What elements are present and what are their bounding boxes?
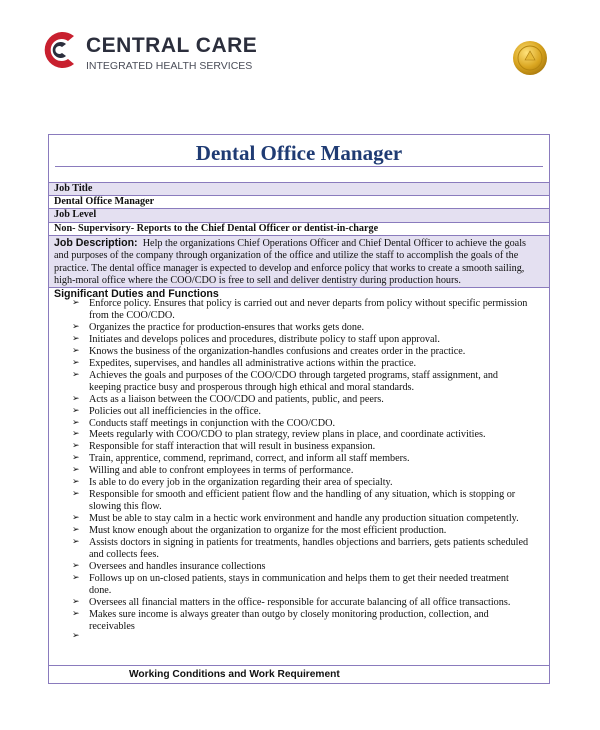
arrow-bullet-icon: ➢: [72, 405, 80, 416]
brand-tagline: INTEGRATED HEALTH SERVICES: [86, 60, 253, 72]
arrow-bullet-icon: ➢: [72, 596, 80, 607]
list-item: ➢ Knows the business of the organization-handles confusions and creates order in the practice.: [72, 345, 466, 357]
description-line: practice. The dental office manager is expected to develop and enforce policy that works to create a smooth sailing,: [54, 262, 525, 274]
description-label: Job Description:: [54, 237, 138, 249]
brand-name: CENTRAL CARE: [86, 34, 258, 57]
list-item: ➢ Must know enough about the organization to organize for the most efficient production.: [72, 525, 447, 537]
arrow-bullet-icon: ➢: [72, 489, 80, 500]
job-description-form: [48, 134, 550, 684]
list-item: ➢ Organizes the practice for production-ensures that works gets done.: [72, 321, 365, 333]
list-item-continuation: keeping practice busy and prosperous through high ethical and moral standards.: [89, 381, 415, 393]
arrow-bullet-icon: ➢: [72, 572, 80, 583]
job-title-value: Dental Office Manager: [49, 195, 549, 208]
arrow-bullet-icon: ➢: [72, 298, 80, 308]
list-item-continuation: from the COO/CDO.: [89, 309, 175, 321]
footer-band: [49, 666, 549, 683]
arrow-bullet-icon: ➢: [72, 369, 80, 380]
arrow-bullet-icon: ➢: [72, 560, 80, 571]
document-title: Dental Office Manager: [195, 141, 403, 165]
list-item: ➢ Oversees and handles insurance collections: [72, 560, 266, 572]
list-item: ➢ Follows up on un-closed patients, stays in communication and helps them to get their needed treatment: [72, 572, 509, 584]
title-divider: [55, 166, 543, 167]
arrow-bullet-icon: ➢: [72, 333, 80, 344]
arrow-bullet-icon: ➢: [72, 417, 80, 428]
list-item: ➢ Conducts staff meetings in conjunction with the COO/CDO.: [72, 417, 335, 429]
list-item: ➢ Assists doctors in signing in patients for treatments, handles objections and barriers, gets patients scheduled: [72, 537, 529, 549]
description-line: high-moral office where the COO/CDO is free to sell and deliver dentistry during production hours.: [54, 274, 461, 286]
list-item-continuation: and collects fees.: [89, 549, 159, 561]
arrow-bullet-icon: ➢: [72, 453, 80, 464]
list-item: ➢ Train, apprentice, commend, reprimand, correct, and inform all staff members.: [72, 453, 410, 465]
description-line: Job Description: Help the organizations Chief Operations Officer and Chief Dental Officer to achieve the goals: [54, 237, 527, 249]
arrow-bullet-icon: ➢: [72, 513, 80, 524]
central-care-logo-icon: [40, 28, 80, 72]
list-item: ➢ Achieves the goals and purposes of the COO/CDO through targeted programs, staff assignment, and: [72, 369, 499, 381]
list-item: ➢ Meets regularly with COO/CDO to plan strategy, review plans in place, and coordinate activities.: [72, 429, 486, 441]
description-line: and purposes of the company through organization of the office and utilize the staff to accomplish the goals of the: [54, 250, 519, 262]
arrow-bullet-icon: ➢: [72, 465, 80, 476]
list-item: ➢ Acts as a liaison between the COO/CDO and patients, public, and peers.: [72, 393, 384, 405]
list-item: ➢ Enforce policy. Ensures that policy is carried out and never departs from policy without specific permission: [72, 298, 528, 309]
list-item: ➢ Responsible for smooth and efficient patient flow and the handling of any situation, which is stopping or: [72, 489, 516, 501]
arrow-bullet-icon: ➢: [72, 525, 80, 536]
job-level-label: Job Level: [49, 208, 549, 222]
empty-arrow-bullet-icon: ➢: [72, 631, 80, 641]
gold-seal-icon: [512, 40, 548, 76]
arrow-bullet-icon: ➢: [72, 357, 80, 368]
list-item-continuation: slowing this flow.: [89, 501, 162, 513]
list-item: ➢ Makes sure income is always greater than outgo by closely monitoring production, collection, and: [72, 608, 489, 620]
list-item: ➢ Willing and able to confront employees in terms of performance.: [72, 465, 354, 477]
job-description: [49, 235, 549, 288]
working-conditions-heading: Working Conditions and Work Requirement: [129, 669, 340, 680]
arrow-bullet-icon: ➢: [72, 345, 80, 356]
brand-logo: [40, 28, 258, 78]
arrow-bullet-icon: ➢: [72, 429, 80, 440]
arrow-bullet-icon: ➢: [72, 477, 80, 488]
list-item: ➢ Oversees all financial matters in the office- responsible for accurate balancing of all office transactions.: [72, 596, 511, 608]
arrow-bullet-icon: ➢: [72, 321, 80, 332]
arrow-bullet-icon: ➢: [72, 537, 80, 548]
list-item-continuation: done.: [89, 584, 112, 596]
list-item: ➢ Expedites, supervises, and handles all administrative actions within the practice.: [72, 357, 417, 369]
list-item: ➢ Policies out all inefficiencies in the office.: [72, 405, 261, 417]
list-item: ➢ Is able to do every job in the organization regarding their area of specialty.: [72, 477, 393, 489]
list-item: ➢ Responsible for staff interaction that will result in business expansion.: [72, 441, 376, 453]
duties-heading: Significant Duties and Functions: [54, 288, 219, 300]
job-level-value: Non- Supervisory- Reports to the Chief Dental Officer or dentist-in-charge: [49, 222, 549, 235]
arrow-bullet-icon: ➢: [72, 441, 80, 452]
job-title-label: Job Title: [49, 182, 549, 195]
list-item: ➢ Must be able to stay calm in a hectic work environment and handle any production situation competently.: [72, 513, 519, 525]
arrow-bullet-icon: ➢: [72, 393, 80, 404]
arrow-bullet-icon: ➢: [72, 608, 80, 619]
list-item-continuation: receivables: [89, 620, 135, 632]
duties-list: [49, 298, 549, 633]
list-item: ➢ Initiates and develops polices and procedures, distribute policy to staff upon approval.: [72, 333, 440, 345]
